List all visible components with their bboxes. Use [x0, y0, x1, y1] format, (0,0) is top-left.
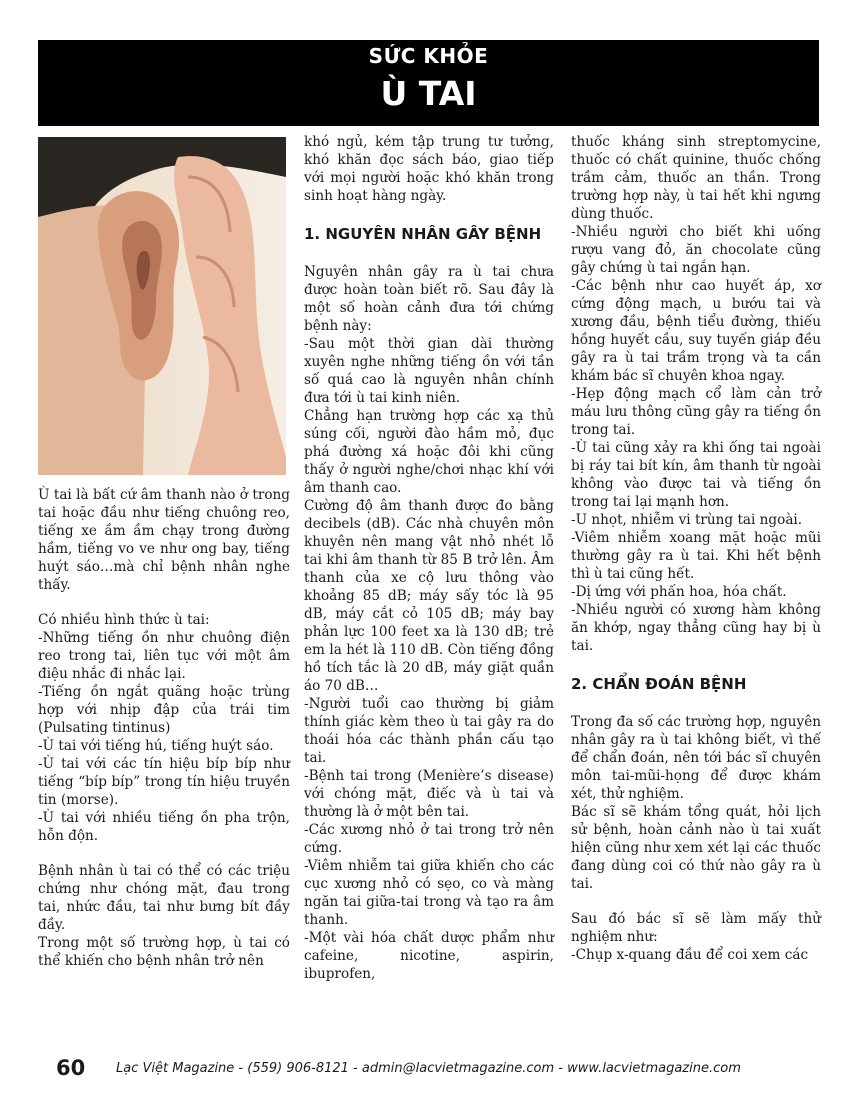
- article-title: Ù TAI: [380, 74, 477, 113]
- col3-para-9: -Nhiều người có xương hàm không ăn khớp, ngay thẳng cũng hay bị ù tai.: [571, 602, 821, 654]
- col1-para-1: Ù tai là bất cứ âm thanh nào ở trong tai hoặc đầu như tiếng chuông reo, tiếng xe ầm ầm chạy trong đường hầm, tiếng vo ve như ong bay, tiếng huýt sáo…mà chỉ bệnh nhân nghe thấy.: [38, 487, 290, 593]
- section-label: SỨC KHỎE: [368, 44, 489, 68]
- col3-para-3: -Các bệnh như cao huyết áp, xơ cứng động mạch, u bướu tai và xương đầu, bệnh tiểu đường, thiếu hồng huyết cầu, suy tuyến giáp đều gây ra ù tai trầm trọng và ta cần khám bác sĩ chuyên khoa ngay.: [571, 278, 821, 384]
- col2-para-2: -Sau một thời gian dài thường xuyên nghe những tiếng ồn với tần số quá cao là nguyên nhân chính đưa tới ù tai kinh niên.: [304, 336, 554, 406]
- ear-photo: [38, 137, 286, 475]
- col3-para-5: -Ù tai cũng xảy ra khi ống tai ngoài bị ráy tai bít kín, âm thanh từ ngoài không vào được tai và tiếng ồn trong tai lại mạnh hơn.: [571, 440, 821, 510]
- col2-para-7: -Các xương nhỏ ở tai trong trở nên cứng.: [304, 822, 554, 856]
- col2-para-1: Nguyên nhân gây ra ù tai chưa được hoàn toàn biết rõ. Sau đây là một số hoàn cảnh đưa tới chứng bệnh này:: [304, 264, 554, 334]
- col1-para-5: -Ù tai với tiếng hú, tiếng huýt sáo.: [38, 738, 274, 754]
- col2-para-8: -Viêm nhiễm tai giữa khiến cho các cục xương nhỏ có sẹo, co và màng ngăn tai giữa-tai trong và tạo ra âm thanh.: [304, 858, 554, 928]
- footer-contact-info: Lạc Việt Magazine - (559) 906-8121 - admin@lacvietmagazine.com - www.lacvietmagazine.com: [116, 1061, 741, 1076]
- col3-para-2: -Nhiều người cho biết khi uống rượu vang đỏ, ăn chocolate cũng gây chứng ù tai ngắn hạn.: [571, 224, 821, 276]
- col1-para-3: -Những tiếng ồn như chuông điện reo trong tai, liên tục với một âm điệu nhắc đi nhắc lại.: [38, 630, 290, 682]
- col1-para-6: -Ù tai với các tín hiệu bíp bíp như tiếng “bíp bíp” trong tín hiệu truyền tin (morse).: [38, 756, 290, 808]
- col1-para-7: -Ù tai với nhiều tiếng ồn pha trộn, hỗn độn.: [38, 810, 290, 844]
- col3-diag-para-1: Trong đa số các trường hợp, nguyên nhân gây ra ù tai không biết, vì thế để chẩn đoán, nên tới bác sĩ chuyên môn tai-mũi-họng để được khám xét, thử nghiệm.: [571, 714, 821, 802]
- col2-para-5: -Người tuổi cao thường bị giảm thính giác kèm theo ù tai gây ra do thoái hóa các thành phần cấu tạo tai.: [304, 696, 554, 766]
- column-3: [571, 133, 821, 964]
- page-number: 60: [56, 1056, 86, 1080]
- column-1: [38, 486, 290, 970]
- col1-para-2: Có nhiều hình thức ù tai:: [38, 612, 210, 628]
- col3-para-7: -Viêm nhiễm xoang mặt hoặc mũi thường gây ra ù tai. Khi hết bệnh thì ù tai cũng hết.: [571, 530, 821, 582]
- col1-para-8: Bệnh nhân ù tai có thể có các triệu chứng như chóng mặt, đau trong tai, nhức đầu, tai như bưng bít đầy đầy.: [38, 863, 290, 933]
- col1-para-4: -Tiếng ồn ngắt quãng hoặc trùng hợp với nhịp đập của trái tim (Pulsating tintinus): [38, 684, 290, 736]
- col3-diag-para-3: Sau đó bác sĩ sẽ làm mấy thử nghiệm như:: [571, 911, 821, 945]
- col3-para-1: thuốc kháng sinh streptomycine, thuốc có chất quinine, thuốc chống trầm cảm, thuốc an thần. Trong trường hợp này, ù tai hết khi ngưng dùng thuốc.: [571, 134, 821, 222]
- page-footer: [38, 1050, 819, 1086]
- col1-para-9: Trong một số trường hợp, ù tai có thể khiến cho bệnh nhân trở nên: [38, 935, 290, 969]
- col2-para-6: -Bệnh tai trong (Menière’s disease) với chóng mặt, điếc và ù tai và thường là ở một bên tai.: [304, 768, 554, 820]
- col2-para-9: -Một vài hóa chất dược phẩm như cafeine, nicotine, aspirin, ibuprofen,: [304, 930, 554, 982]
- col3-para-8: -Dị ứng với phấn hoa, hóa chất.: [571, 584, 787, 600]
- col3-diag-para-4: -Chụp x-quang đầu để coi xem các: [571, 947, 809, 963]
- ear-illustration: [38, 137, 286, 475]
- col2-para-4: Cường độ âm thanh được đo bằng decibels (dB). Các nhà chuyên môn khuyên nên mang vật nhỏ nhét lỗ tai khi âm thanh từ 85 B trở lên. Âm thanh của xe cộ lưu thông vào khoảng 85 dB; máy sấy tóc là 95 dB, máy cắt cỏ 105 dB; máy bay phản lực 100 feet xa là 130 dB; trẻ em la hét là 110 dB. Còn tiếng đồng hồ tích tắc là 20 dB, máy giặt quần áo 70 dB…: [304, 498, 554, 694]
- section-heading-causes: 1. NGUYÊN NHÂN GÂY BỆNH: [304, 225, 542, 243]
- col2-intro: khó ngủ, kém tập trung tư tưởng, khó khăn đọc sách báo, giao tiếp với mọi người hoặc khó khăn trong sinh hoạt hàng ngày.: [304, 134, 554, 204]
- col2-para-3: Chẳng hạn trường hợp các xạ thủ súng cối, người đào hầm mỏ, đục phá đường xá hoặc đôi khi cũng thấy ở người nghe/chơi nhạc khí với âm thanh cao.: [304, 408, 554, 496]
- section-heading-diagnosis: 2. CHẨN ĐOÁN BỆNH: [571, 675, 747, 693]
- col3-para-6: -U nhọt, nhiễm vi trùng tai ngoài.: [571, 512, 803, 528]
- column-2: [304, 133, 554, 983]
- col3-diag-para-2: Bác sĩ sẽ khám tổng quát, hỏi lịch sử bệnh, hoàn cảnh nào ù tai xuất hiện cũng như xem xét lại các thuốc đang dùng coi có thứ nào gây ra ù tai.: [571, 804, 821, 892]
- article-banner: [38, 40, 819, 126]
- col3-para-4: -Hẹp động mạch cổ làm cản trở máu lưu thông cũng gây ra tiếng ồn trong tai.: [571, 386, 821, 438]
